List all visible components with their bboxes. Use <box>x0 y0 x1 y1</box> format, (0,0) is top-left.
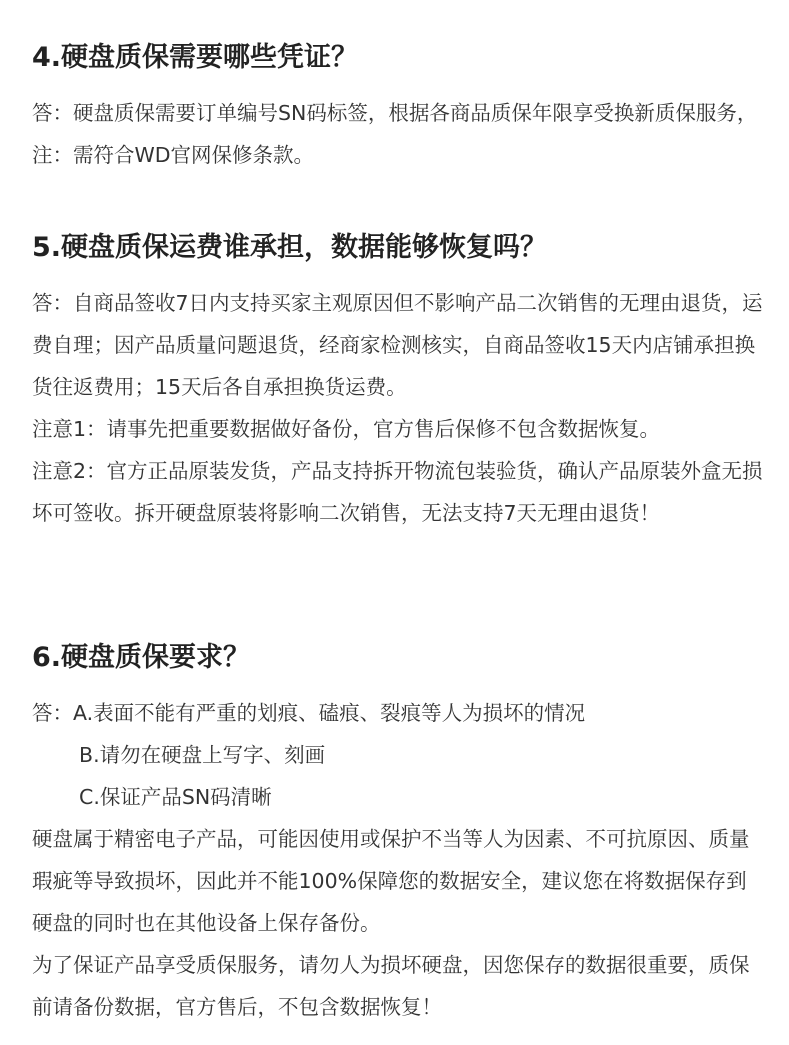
disclaimer-paragraph: 硬盘属于精密电子产品，可能因使用或保护不当等人为因素、不可抗原因、质量瑕疵等导致损坏，因此并不能100%保障您的数据安全，建议您在将数据保存到硬盘的同时也在其他设备上保存备份。 <box>32 827 750 935</box>
faq-section-6 <box>32 638 765 1028</box>
faq-section-5 <box>32 228 765 534</box>
requirement-a: 答：A.表面不能有严重的划痕、磕痕、裂痕等人为损坏的情况 <box>32 701 586 725</box>
requirement-c: C.保证产品SN码清晰 <box>79 785 272 809</box>
note-2-paragraph: 注意2：官方正品原装发货，产品支持拆开物流包装验货，确认产品原装外盒无损坏可签收。拆开硬盘原装将影响二次销售，无法支持7天无理由退货！ <box>32 459 763 525</box>
question-heading: 5.硬盘质保运费谁承担，数据能够恢复吗？ <box>32 232 548 263</box>
reminder-paragraph: 为了保证产品享受质保服务，请勿人为损坏硬盘，因您保存的数据很重要，质保前请备份数据，官方售后，不包含数据恢复！ <box>32 953 750 1019</box>
note-1-paragraph: 注意1：请事先把重要数据做好备份，官方售后保修不包含数据恢复。 <box>32 417 661 441</box>
requirement-b: B.请勿在硬盘上写字、刻画 <box>79 743 326 767</box>
question-heading: 4.硬盘质保需要哪些凭证？ <box>32 42 359 73</box>
answer-paragraph: 答：硬盘质保需要订单编号SN码标签，根据各商品质保年限享受换新质保服务，注：需符合WD官网保修条款。 <box>32 101 758 167</box>
question-heading: 6.硬盘质保要求？ <box>32 642 251 673</box>
answer-paragraph: 答：自商品签收7日内支持买家主观原因但不影响产品二次销售的无理由退货，运费自理；因产品质量问题退货，经商家检测核实，自商品签收15天内店铺承担换货往返费用；15天后各自承担换货运费。 <box>32 291 763 399</box>
faq-section-4 <box>32 38 765 176</box>
